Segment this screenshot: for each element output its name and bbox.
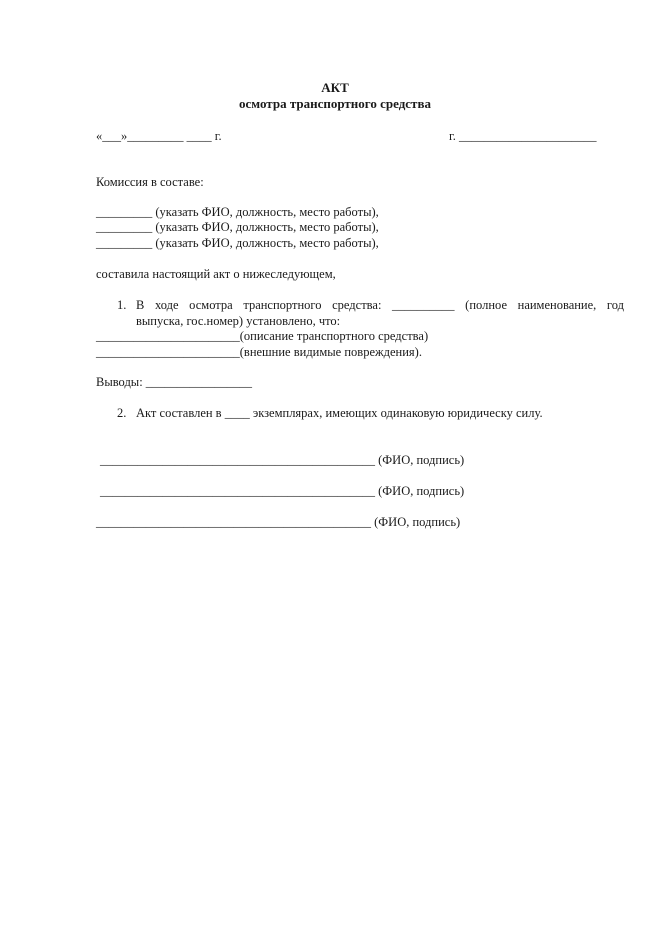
item1-number: 1.	[117, 298, 127, 312]
vehicle-description-line: _______________________(описание транспортного средства)	[96, 329, 429, 343]
conclusions-line: Выводы: _________________	[96, 375, 253, 389]
commission-label: Комиссия в составе:	[96, 175, 204, 189]
item2-number: 2.	[117, 406, 127, 420]
commission-member: _________ (указать ФИО, должность, место работы),	[96, 205, 379, 219]
city-line: г. ______________________	[449, 129, 597, 143]
item1-text-line: выпуска, гос.номер) установлено, что:	[136, 314, 341, 328]
signature-line: ____________________________________________ (ФИО, подпись)	[100, 453, 465, 467]
intro-text: составила настоящий акт о нижеследующем,	[96, 267, 336, 281]
item1-text-line: В ходе осмотра транспортного средства: __________ (полное наименование, год	[136, 298, 624, 312]
commission-member: _________ (указать ФИО, должность, место работы),	[96, 220, 379, 234]
date-line: «___»_________ ____ г.	[96, 129, 222, 143]
commission-member: _________ (указать ФИО, должность, место работы),	[96, 236, 379, 250]
signature-line: ____________________________________________ (ФИО, подпись)	[96, 515, 461, 529]
signature-line: ____________________________________________ (ФИО, подпись)	[100, 484, 465, 498]
document-title: АКТ	[321, 80, 349, 95]
document-subtitle: осмотра транспортного средства	[239, 96, 431, 111]
item2-text: Акт составлен в ____ экземплярах, имеющих одинаковую юридическу силу.	[136, 406, 543, 420]
damage-line: _______________________(внешние видимые повреждения).	[96, 345, 422, 359]
